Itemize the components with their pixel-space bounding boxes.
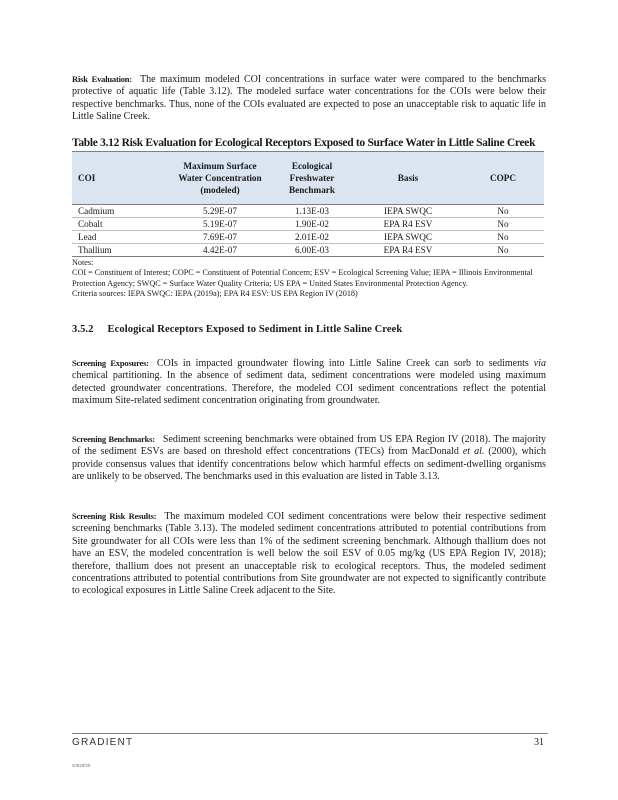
table-header-row bbox=[72, 152, 544, 205]
paragraph-text: The maximum modeled COI concentrations in surface water were compared to the benchmarks protective of aquatic life (Table 3.12). The modeled surface water concentrations for the COIs were below their respective benchmarks. Thus, none of the COIs evaluated are expected to pose an unacceptable risk to aquatic life in Little Saline Creek. bbox=[72, 74, 546, 123]
section-title: Ecological Receptors Exposed to Sediment in Little Saline Creek bbox=[107, 324, 403, 335]
cell-benchmark: 1.13E-03 bbox=[270, 205, 354, 218]
column-header-max-concentration: Maximum Surface Water Concentration (modeled) bbox=[170, 152, 270, 205]
cell-copc: No bbox=[462, 231, 544, 244]
screening-risk-results-paragraph bbox=[72, 510, 546, 598]
column-header-coi: COI bbox=[72, 152, 170, 205]
cell-basis: EPA R4 ESV bbox=[354, 244, 462, 257]
screening-benchmarks-paragraph bbox=[72, 433, 546, 484]
section-heading bbox=[72, 324, 402, 335]
cell-concentration: 7.69E-07 bbox=[170, 231, 270, 244]
cell-benchmark: 1.90E-02 bbox=[270, 218, 354, 231]
document-id: s0829f2b bbox=[72, 763, 91, 768]
paragraph-heading: Screening Risk Results: bbox=[72, 511, 157, 521]
notes-abbreviations: COI = Constituent of Interest; COPC = Constituent of Potential Concern; ESV = Ecological Screening Value; IEPA = Illinois Environmental Protection Agency; SWQC = Surface Water Quality Criteria; US EPA = United States Environmental Protection Agency. bbox=[72, 268, 533, 288]
table-row bbox=[72, 244, 544, 257]
cell-concentration: 4.42E-07 bbox=[170, 244, 270, 257]
paragraph-heading: Screening Benchmarks: bbox=[72, 434, 155, 444]
cell-benchmark: 6.00E-03 bbox=[270, 244, 354, 257]
paragraph-text: Sediment screening benchmarks were obtained from US EPA Region IV (2018). The majority of the sediment ESVs are based on threshold effect concentrations (TECs) from MacDonald bbox=[72, 434, 546, 458]
cell-concentration: 5.19E-07 bbox=[170, 218, 270, 231]
paragraph-text: COIs in impacted groundwater flowing into Little Saline Creek can sorb to sediments bbox=[156, 358, 534, 369]
cell-coi: Lead bbox=[72, 231, 170, 244]
table-row bbox=[72, 231, 544, 244]
page-number: 31 bbox=[534, 737, 544, 748]
notes-label: Notes: bbox=[72, 258, 94, 267]
footer-divider bbox=[72, 733, 548, 734]
paragraph-italic: via bbox=[533, 358, 546, 369]
paragraph-italic: et al. bbox=[462, 446, 485, 458]
cell-basis: EPA R4 ESV bbox=[354, 218, 462, 231]
cell-benchmark: 2.01E-02 bbox=[270, 231, 354, 244]
table-notes bbox=[72, 258, 552, 300]
cell-basis: IEPA SWQC bbox=[354, 231, 462, 244]
column-header-copc: COPC bbox=[462, 152, 544, 205]
column-header-benchmark: Ecological Freshwater Benchmark bbox=[270, 152, 354, 205]
section-number: 3.5.2 bbox=[72, 324, 94, 335]
company-logo: GRADIENT bbox=[72, 737, 134, 748]
column-header-basis: Basis bbox=[354, 152, 462, 205]
cell-coi: Cadmium bbox=[72, 205, 170, 218]
cell-basis: IEPA SWQC bbox=[354, 205, 462, 218]
table-title: Table 3.12 Risk Evaluation for Ecological Receptors Exposed to Surface Water in Little Saline Creek bbox=[72, 137, 536, 149]
risk-evaluation-paragraph bbox=[72, 73, 546, 124]
cell-concentration: 5.29E-07 bbox=[170, 205, 270, 218]
cell-coi: Thallium bbox=[72, 244, 170, 257]
cell-copc: No bbox=[462, 205, 544, 218]
table-row bbox=[72, 218, 544, 231]
notes-criteria-sources: Criteria sources: IEPA SWQC: IEPA (2019a); EPA R4 ESV: US EPA Region IV (2018) bbox=[72, 289, 358, 299]
paragraph-heading: Screening Exposures: bbox=[72, 358, 149, 368]
cell-copc: No bbox=[462, 218, 544, 231]
cell-copc: No bbox=[462, 244, 544, 257]
cell-coi: Cobalt bbox=[72, 218, 170, 231]
screening-exposures-paragraph bbox=[72, 357, 546, 408]
paragraph-text: The maximum modeled COI sediment concentrations were below their respective sediment screening benchmarks (Table 3.13). The modeled sediment concentrations attributed to potential contributions from Site groundwater for all COIs were less than 1% of the sediment screening benchmark. Although thallium does not have an ESV, the modeled concentration is well below the soil ESV of 0.05 mg/kg (US EPA Region IV, 2018); therefore, thallium does not present an unacceptable risk to ecological receptors. Thus, the modeled sediment concentrations attributed to potential contributions from Site groundwater are not expected to significantly contribute to ecological exposures in Little Saline Creek adjacent to the Site. bbox=[72, 511, 546, 597]
risk-evaluation-table bbox=[72, 151, 544, 257]
table-row bbox=[72, 205, 544, 218]
paragraph-text: chemical partitioning. In the absence of sediment data, sediment concentrations were modeled using maximum detected groundwater concentrations. Therefore, the modeled COI sediment concentrations reflect the potential maximum Site-related sediment concentration originating from groundwater. bbox=[72, 370, 546, 407]
paragraph-text: (2000), which provide consensus values that identify concentrations below which harmful effects on sediment-dwelling organisms are unlikely to be observed. The benchmarks used in this evaluation are listed in Table 3.13. bbox=[72, 446, 546, 483]
paragraph-heading: Risk Evaluation: bbox=[72, 74, 132, 84]
